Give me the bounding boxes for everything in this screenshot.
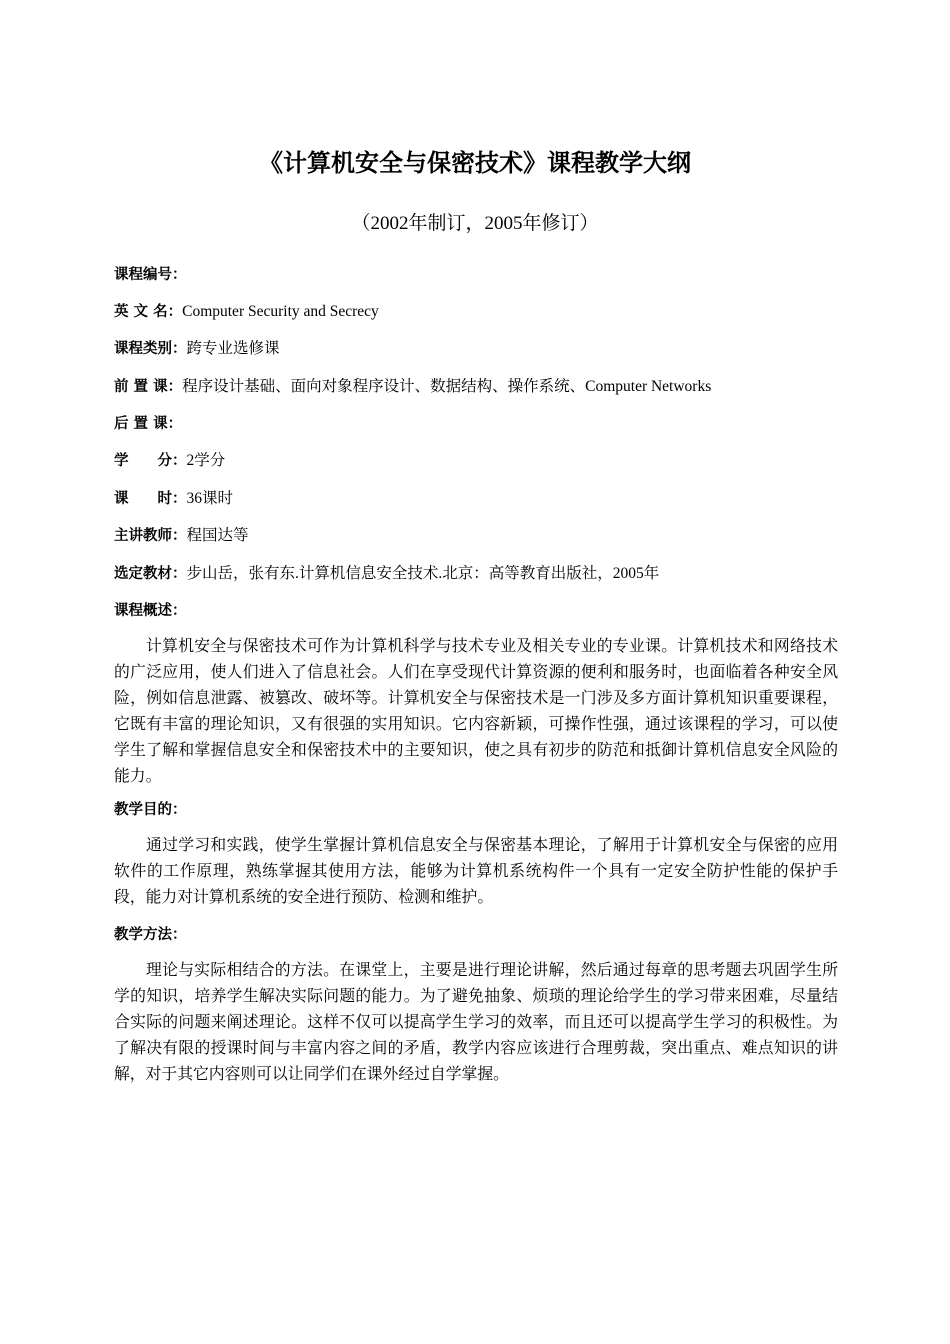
field-course-number	[114, 262, 854, 288]
field-label: 课程类别：	[114, 341, 187, 357]
section-heading-methods: 教学方法：	[114, 927, 187, 943]
field-value: 跨专业选修课	[186, 340, 280, 357]
section-body-objectives: 通过学习和实践，使学生掌握计算机信息安全与保密基本理论，了解用于计算机安全与保密的应用软件的工作原理，熟练掌握其使用方法，能够为计算机系统构件一个具有一定安全防护性能的保护手段，能力对计算机系统的安全进行预防、检测和维护。	[114, 837, 838, 906]
field-label: 前 置 课：	[114, 379, 183, 395]
field-label: 课程编号：	[114, 267, 187, 283]
field-value: 2学分	[186, 452, 226, 469]
field-label: 课 时：	[114, 491, 187, 507]
section-heading-overview: 课程概述：	[114, 603, 187, 619]
field-label: 英 文 名：	[114, 304, 183, 320]
field-credits	[114, 448, 854, 474]
field-prerequisites	[114, 374, 854, 400]
document-subtitle: （2002年制订，2005年修订）	[351, 213, 599, 234]
field-follow-up-courses	[114, 411, 854, 437]
field-label: 主讲教师：	[114, 528, 187, 544]
field-value: Computer Security and Secrecy	[182, 303, 379, 320]
document-title: 《计算机安全与保密技术》课程教学大纲	[259, 149, 691, 177]
section-body-methods: 理论与实际相结合的方法。在课堂上，主要是进行理论讲解，然后通过每章的思考题去巩固学生所学的知识，培养学生解决实际问题的能力。为了避免抽象、烦琐的理论给学生的学习带来困难，尽量结合实际的问题来阐述理论。这样不仅可以提高学生学习的效率，而且还可以提高学生学习的积极性。为了解决有限的授课时间与丰富内容之间的矛盾，教学内容应该进行合理剪裁，突出重点、难点知识的讲解，对于其它内容则可以让同学们在课外经过自学掌握。	[114, 962, 838, 1083]
field-english-name	[114, 299, 854, 325]
field-value: 步山岳，张有东.计算机信息安全技术.北京：高等教育出版社，2005年	[186, 565, 660, 582]
field-hours	[114, 486, 854, 512]
field-course-category	[114, 336, 854, 362]
section-body-overview: 计算机安全与保密技术可作为计算机科学与技术专业及相关专业的专业课。计算机技术和网络技术的广泛应用，使人们进入了信息社会。人们在享受现代计算资源的便利和服务时，也面临着各种安全风险，例如信息泄露、被篡改、破坏等。计算机安全与保密技术是一门涉及多方面计算机知识重要课程，它既有丰富的理论知识，又有很强的实用知识。它内容新颖，可操作性强，通过该课程的学习，可以使学生了解和掌握信息安全和保密技术中的主要知识，使之具有初步的防范和抵御计算机信息安全风险的能力。	[114, 638, 838, 785]
field-value: 程国达等	[186, 527, 249, 544]
field-label: 选定教材：	[114, 566, 187, 582]
field-lecturer	[114, 523, 854, 549]
section-heading-objectives: 教学目的：	[114, 802, 187, 818]
field-label: 后 置 课：	[114, 416, 183, 432]
field-textbook	[114, 561, 854, 587]
field-label: 学 分：	[114, 453, 187, 469]
field-value: 36课时	[186, 490, 234, 507]
field-value: 程序设计基础、面向对象程序设计、数据结构、操作系统、Computer Networks	[182, 378, 712, 395]
